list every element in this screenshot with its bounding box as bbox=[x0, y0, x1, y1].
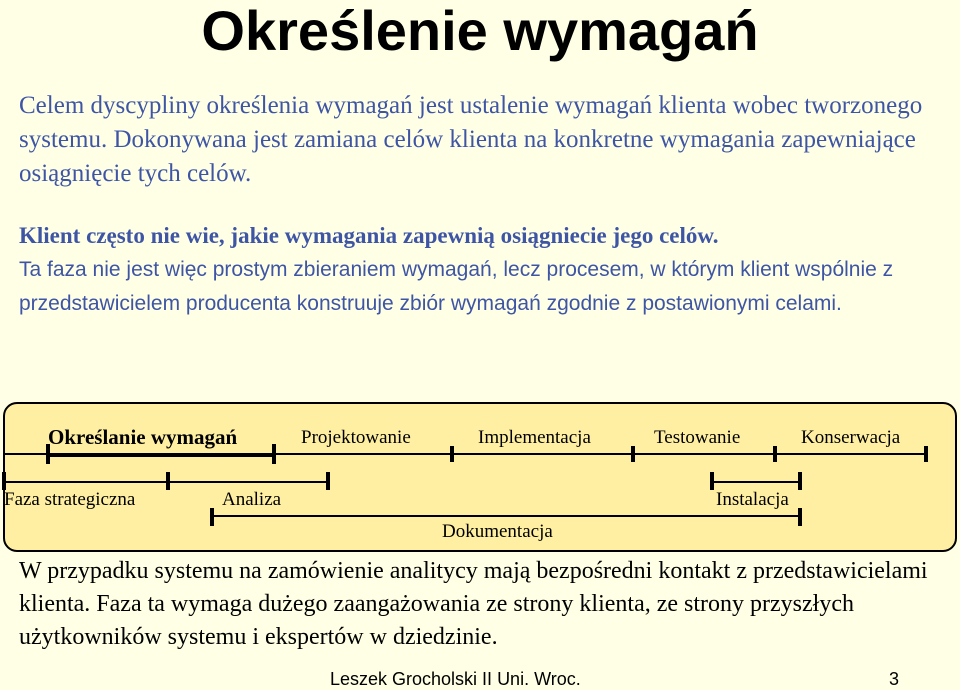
phase-testing: Testowanie bbox=[654, 427, 741, 448]
bottom-paragraph: W przypadku systemu na zamówienie analitycy mają bezpośredni kontakt z przedstawicielami klienta. Faza ta wymaga dużego zaangażowania ze strony klienta, ze strony przyszłych użytkowników systemu i ekspertów w dziedzinie. bbox=[19, 558, 928, 650]
activity-installation: Instalacja bbox=[716, 489, 789, 510]
activity-documentation: Dokumentacja bbox=[442, 521, 553, 542]
emphasis-paragraph: Klient często nie wie, jakie wymagania zapewnią osiągniecie jego celów. bbox=[19, 223, 719, 248]
phase-maintenance: Konserwacja bbox=[801, 427, 901, 448]
phase-requirements: Określanie wymagań bbox=[48, 425, 238, 449]
process-paragraph: Ta faza nie jest więc prostym zbieraniem wymagań, lecz procesem, w którym klient wspólnie z przedstawicielem producenta konstruuje zbiór wymagań zgodnie z postawionymi celami. bbox=[19, 258, 894, 315]
phase-implementation: Implementacja bbox=[478, 427, 591, 448]
activity-strategic: Faza strategiczna bbox=[4, 489, 136, 510]
page-number: 3 bbox=[889, 669, 900, 689]
footer-author: Leszek Grocholski II Uni. Wroc. bbox=[330, 669, 581, 689]
phase-design: Projektowanie bbox=[301, 427, 411, 448]
intro-paragraph: Celem dyscypliny określenia wymagań jest ustalenie wymagań klienta wobec tworzonego systemu. Dokonywana jest zamiana celów klienta na konkretne wymagania zapewniające osiągnięcie tych celów. bbox=[19, 92, 923, 187]
slide-title: Określenie wymagań bbox=[201, 0, 759, 62]
activity-analysis: Analiza bbox=[222, 489, 282, 510]
